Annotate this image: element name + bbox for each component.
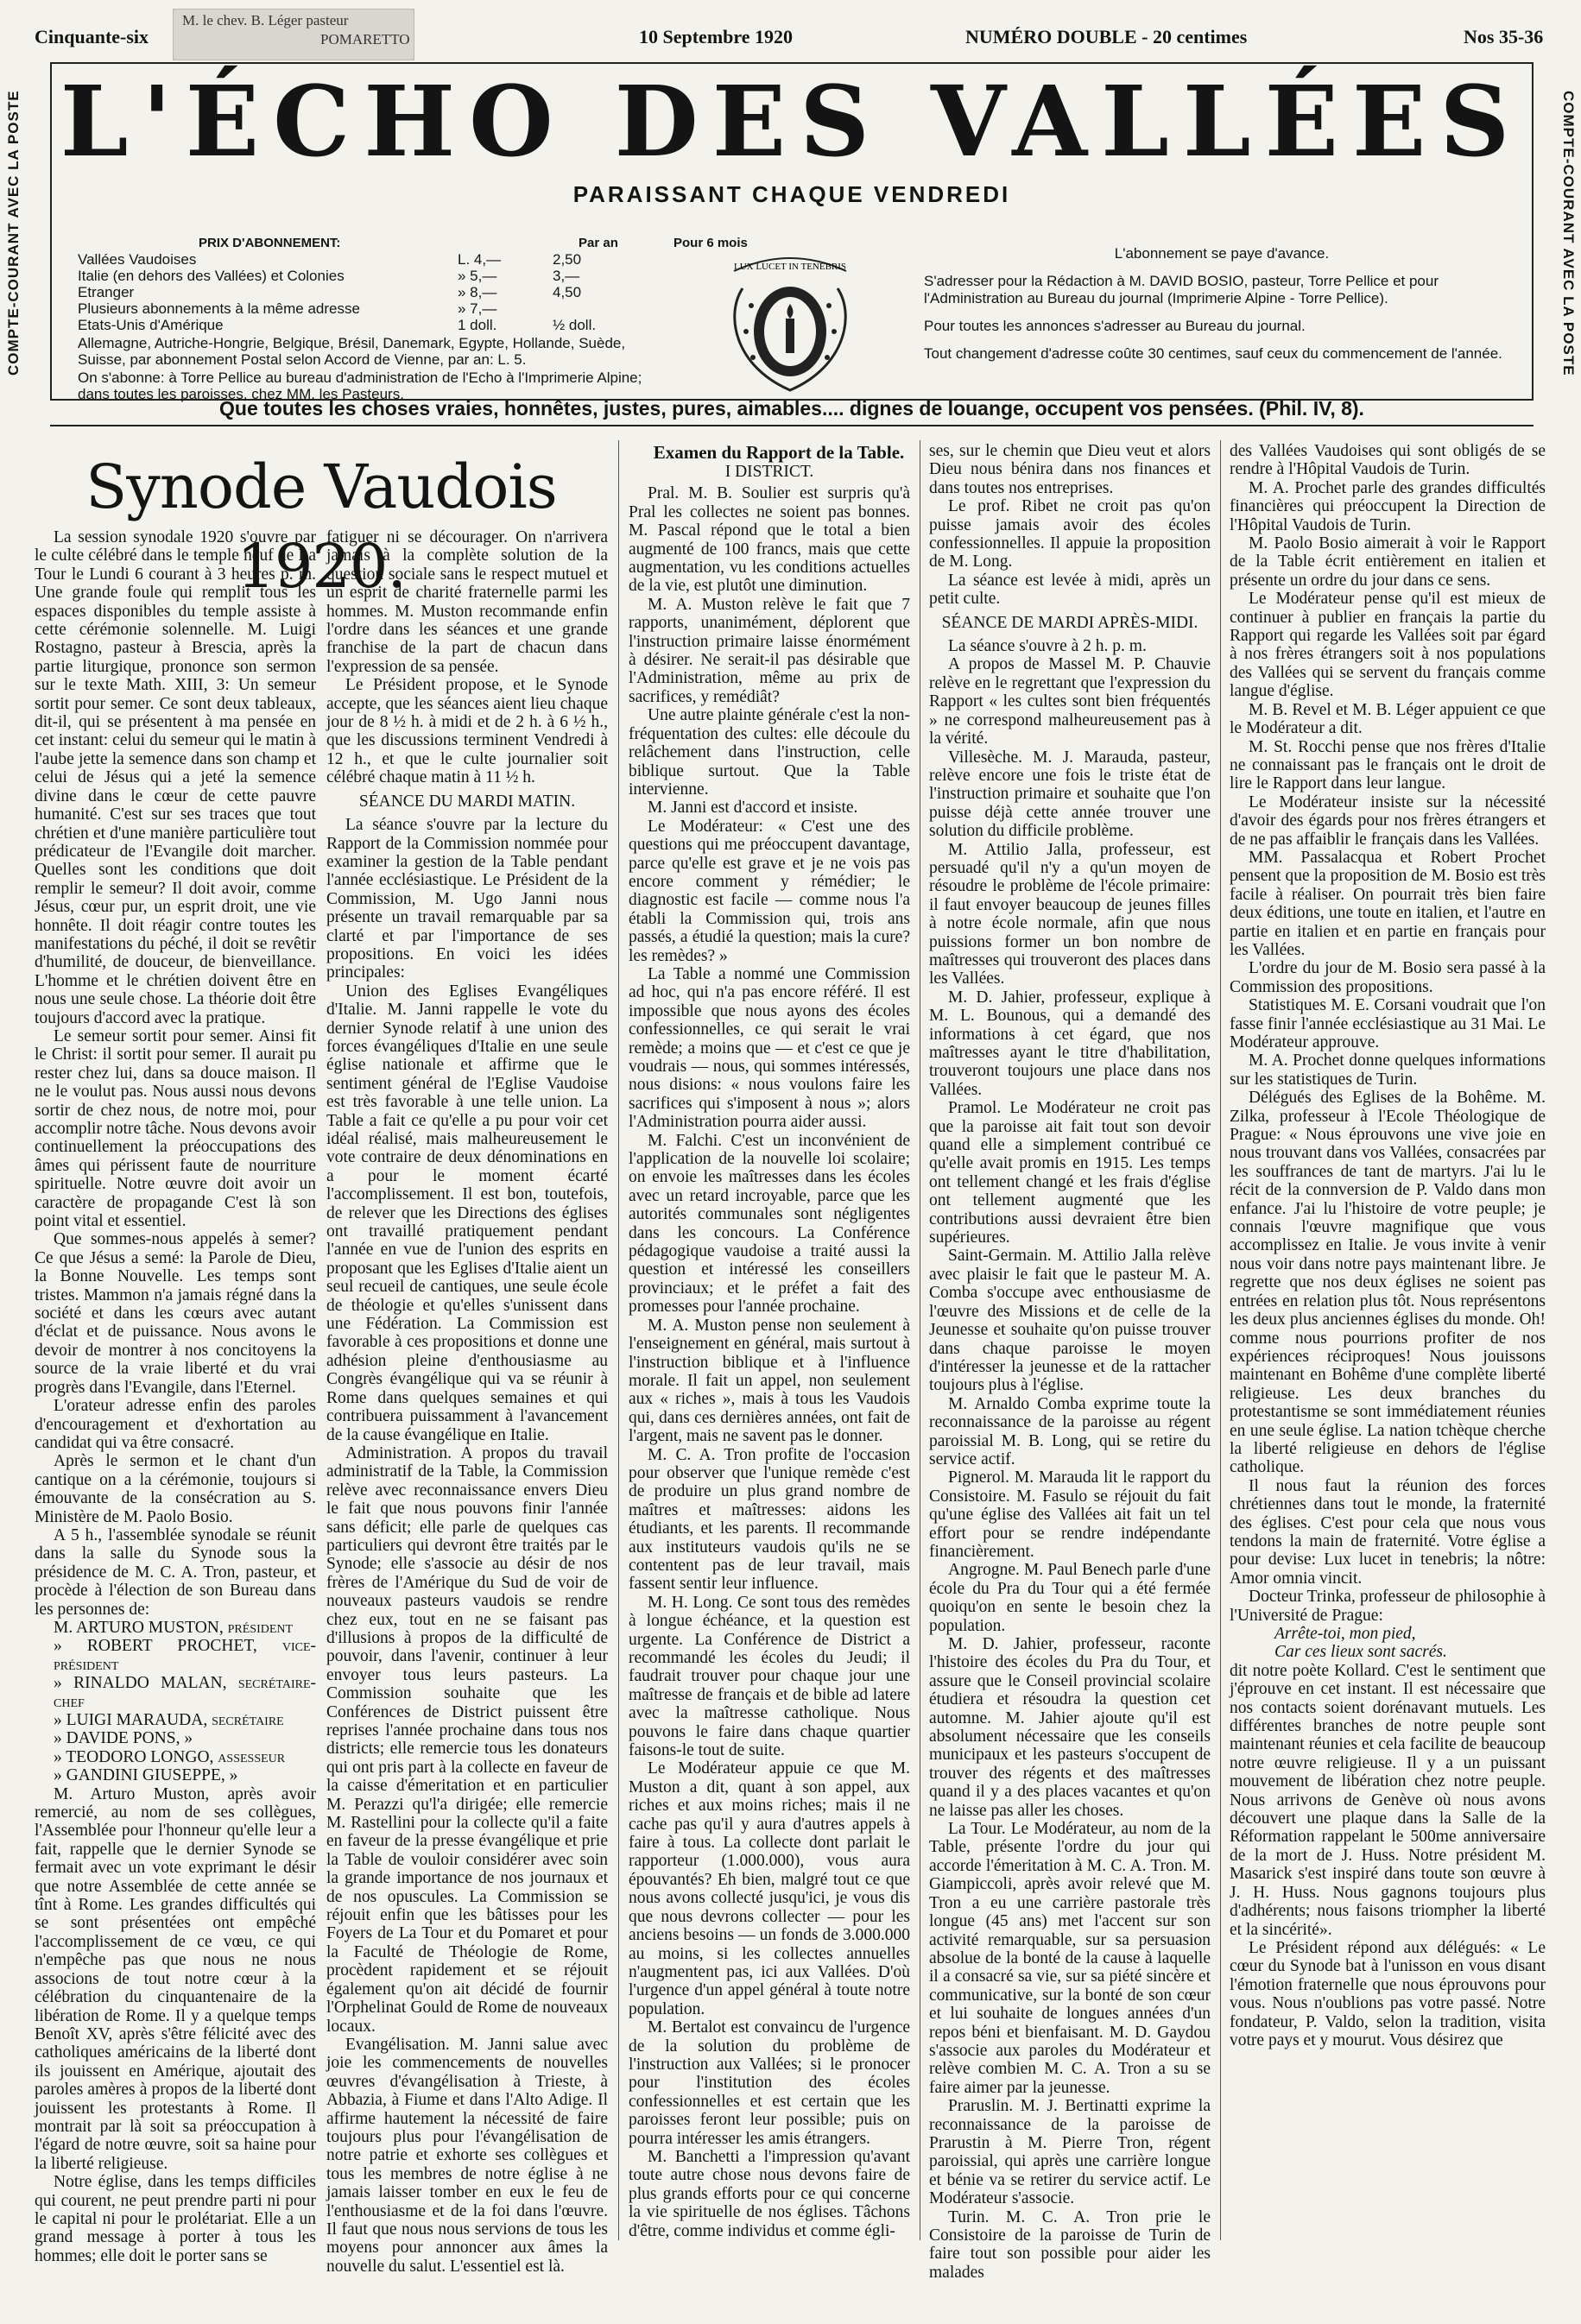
paragraph: La séance est levée à midi, après un petit culte. [929,571,1211,609]
list-item: » GANDINI GIUSEPPE, » [54,1766,238,1785]
paragraph: M. Bertalot est convaincu de l'urgence de la solution du problème de l'instruction aux Vallées; si le pronocer pour l'institution des écoles confessionnelles et est certain que les paroisses feront leur possible; puis on pourra intéresser les amis étrangers. [629,2018,910,2148]
paragraph: Villesèche. M. J. Marauda, pasteur, relève encore une fois le triste état de l'instruction primaire et souhaite que l'on puisse déjà cette année trouver une solution du difficile problème. [929,748,1211,841]
issue-edition: NUMÉRO DOUBLE - 20 centimes [965,26,1248,47]
side-text-right: COMPTE-COURANT AVEC LA POSTE [1560,90,1577,376]
column-rule [618,440,619,2240]
prices-header-row [78,235,748,251]
address-sticker [173,9,414,60]
list-item: M. ARTURO MUSTON, président [54,1618,294,1637]
price-row: Etranger » 8,— 4,50 [78,284,582,300]
paragraph: M. Falchi. C'est un inconvénient de l'application de la nouvelle loi scolaire; on envoie les maîtresses dans les écoles avec un retard incroyable, parce que les autorités communales sont négligentes dans les concours. La Conférence pédagogique vaudoise a traité aussi la question et intéressé les conseillers provinciaux; et le préfet a fait des promesses pour l'année prochaine. [629,1131,910,1317]
paragraph: M. D. Jahier, professeur, explique à M. L. Bounous, qui a demandé des informations à cet égard, que nos maîtresses ayant le titre d'habilitation, trouveront toujours une place dans nos Vallées. [929,988,1211,1099]
paragraph: M. Janni est d'accord et insiste. [648,799,858,818]
paragraph: Notre église, dans les temps difficiles qui courent, ne peut prendre parti ni pour le capital ni pour le prolétariat. Elle a un grand message à porter à tous les hommes; elle doit le porter sans se [35,2173,316,2265]
paragraph: Pignerol. M. Marauda lit le rapport du Consistoire. M. Fasulo se réjouit du fait qu'une église des Vallées ait fait un tel effort pour se rendre indépendante financièrement. [929,1468,1211,1561]
paragraph: M. D. Jahier, professeur, raconte l'histoire des écoles du Pra du Tour, et assure que le Conseil provincial scolaire étudiera et résoudra la question cet automne. M. Jahier ajoute qu'il est absolument nécessaire que les conseils municipaux et les pasteurs s'occupent de trouver des régents et des maîtresses quand il y a des places vacantes et qu'on ne laisse pas aller les choses. [929,1635,1211,1820]
sticker-line-1: M. le chev. B. Léger pasteur [182,12,349,28]
motto: Que toutes les choses vraies, honnêtes, justes, pures, aimables.... dignes de louange, occupent vos pensées. (Phil. IV, 8). [50,394,1534,426]
paragraph: M. Arnaldo Comba exprime toute la reconnaissance de la paroisse au régent paroissial M. B. Long, qui se retire du service actif. [929,1394,1211,1468]
paragraph: Le prof. Ribet ne croit pas qu'on puisse jamais avoir des écoles confessionnelles. Il appuie la proposition de M. Long. [929,497,1211,572]
paragraph: des Vallées Vaudoises qui sont obligés de se rendre à l'Hôpital Vaudois de Turin. [1230,442,1546,479]
paragraph: Le Modérateur appuie ce que M. Muston a dit, quant à son appel, aux riches et aux moins riches; mais il ne cache pas qu'il y aura d'autres appels à faire à tous. La collecte dont parlait le rapporteur (1.000.000), vous aura épouvantés? Eh bien, malgré tout ce que nous avons collecté jusqu'ici, je vous dis que nous devrons collecter — pour les anciens besoins — un fonds de 3.000.000 au moins, si les collectes annuelles n'augmentent pas, ici aux Vallées. D'où l'urgence d'un appel général à toute notre population. [629,1759,910,2018]
paragraph: Turin. M. C. A. Tron prie le Consistoire de la paroisse de Turin de faire tout son possible pour aider les malades [929,2207,1211,2282]
paragraph: fatiguer ni se décourager. On n'arrivera jamais à la complète solution de la question sociale sans le respect mutuel et un esprit de charité fraternelle parmi les hommes. M. Muston recommande enfin l'ordre dans les séances et une grande franchise de la part de chacun dans l'expression de sa pensée. [326,528,608,676]
paragraph: Le semeur sortit pour semer. Ainsi fit le Christ: il sortit pour semer. Il aurait pu rester chez lui, dans sa douce maison. Il ne le voulut pas. Nous aussi nous devons sortir de chez nous, de notre moi, pour accomplir notre tâche. Nous devons avoir continuellement la préoccupations des âmes qui périssent faute de nourriture spirituelle. Notre œuvre doit avoir un caractère de propagande C'est là son point vital et essentiel. [35,1026,316,1231]
paragraph: Statistiques M. E. Corsani voudrait que l'on fasse finir l'année ecclésiastique au 31 Mai. Le Modérateur approuve. [1230,996,1546,1051]
issue-series: Cinquante-six [35,26,149,47]
sticker-line-2: POMARETTO [320,31,410,47]
price-row: Plusieurs abonnements à la même adresse » 7,— [78,300,497,317]
issue-number: Nos 35-36 [1464,26,1544,47]
issue-date: 10 Septembre 1920 [639,26,794,47]
paragraph: Le Modérateur insiste sur la nécessité d'avoir des égards pour nos frères étrangers et de ne pas affaiblir le français dans les Vallées. [1230,793,1546,849]
column-5 [1230,442,1546,2238]
prices-col-year: Par an [579,236,618,250]
section-subheading: I DISTRICT. [724,463,814,481]
paragraph: Il nous faut la réunion des forces chrétiennes dans tout le monde, la fraternité des églises. C'est pour cela que nous vous tendons la main de fraternité. Votre église a pour devise: Lux lucet in tenebris; la nôtre: Amor omnia vincit. [1230,1476,1546,1588]
side-text-left: COMPTE-COURANT AVEC LA POSTE [5,90,22,376]
price-row: Italie (en dehors des Vallées) et Colonies » 5,— 3,— [78,268,580,284]
list-item: » TEODORO LONGO, assesseur [54,1747,286,1766]
paragraph: Que sommes-nous appelés à semer? Ce que Jésus a semé: la Parole de Dieu, la Bonne Nouvelle. Les temps sont tristes. Mammon n'a jamais régné dans la société et dans les cœurs avec autant d'éclat et de puissance. Nous avons le devoir de montrer à nos concitoyens la source de la vraie liberté et du vrai progrès dans l'Evangile, dans l'Eternel. [35,1230,316,1397]
paragraph: La séance s'ouvre par la lecture du Rapport de la Commission nommée pour examiner la gestion de la Table pendant l'année ecclésiastique. Le Président de la Commission, M. Ugo Janni nous présente un travail remarquable par sa clarté et par l'importance de ses propositions. En voici les idées principales: [326,816,608,982]
admin-payment: L'abonnement se paye d'avance. [1114,245,1330,262]
paragraph: M. Paolo Bosio aimerait à voir le Rapport de la Table écrit entièrement en italien et présente un ordre du jour dans ce sens. [1230,534,1546,590]
price-row: Etats-Unis d'Amérique 1 doll. ½ doll. [78,317,597,333]
column-2 [326,528,608,2324]
section-heading: Examen du Rapport de la Table. [653,442,905,463]
paragraph: Délégués des Eglises de la Bohême. M. Zilka, professeur à l'Ecole Théologique de Prague: « Nous éprouvons une vive joie en nous trouvant dans vos Vallées, consacrées par les souffrances de tant de martyrs. J'ai lu le récit de la connversion de P. Valdo dans mon enfance. J'ai lu l'histoire de votre peuple; je connais l'œuvre magnifique que vous accomplissez en Italie. Je vous invite à venir nous voir dans notre pays maintenant libre. Je regrette que nos deux églises ne soient pas entrées en relation plus tôt. Nous représentons les deux plus anciennes églises du monde. Oh! comme nous pourrions profiter de nos expériences réciproques! Nous jouissons maintenant en Bohême d'une complète liberté religieuse. Les deux branches du protestantisme se sont immédiatement réunies en une seule église. La nation tchèque cherche la liberté religieuse en dehors de l'église catholique. [1230,1089,1546,1477]
masthead [50,62,1534,401]
price-row: Vallées Vaudoises L. 4,— 2,50 [78,251,582,268]
paragraph: La séance s'ouvre à 2 h. p. m. [948,637,1147,656]
newspaper-title: L'ÉCHO DES VALLÉES [60,66,1524,179]
paragraph: Docteur Trinka, professeur de philosophie à l'Université de Prague: [1230,1588,1546,1625]
poem-line: Arrête-toi, mon pied, [1274,1625,1416,1643]
paragraph: Le Président répond aux délégués: « Le cœur du Synode bat à l'unisson en vous disant l'émotion fraternelle que nous éprouvons pour vous. Nous n'oublions pas votre passé. Notre fondateur, P. Valdo, selon la tradition, visita votre pays et y mourut. Vous désirez que [1230,1938,1546,2049]
subscription-prices [78,235,748,402]
paragraph: Pramol. Le Modérateur ne croit pas que la paroisse ait fait tout son devoir quand elle a simplement contribué ce qu'elle avait promis en 1915. Les temps ont tellement changé et les frais d'église ont tellement augmenté que les contributions aussi devraient être bien supérieures. [929,1099,1211,1247]
list-item: » RINALDO MALAN, secrétaire-chef [54,1674,316,1711]
paragraph: Evangélisation. M. Janni salue avec joie les commencements de nouvelles œuvres d'évangélisation à Trieste, à Abbazia, à Fiume et dans l'Alto Adige. Il affirme hautement la nécessité de faire toujours plus pour l'évangélisation de notre patrie et exhorte ses collègues et tous les membres de notre église à ne jamais laisser tomber en eux le feu de l'enthousiasme et de la foi dans l'œuvre. Il faut que nous nous servions de tous les moyens pour annoncer aux âmes la nouvelle du salut. L'essentiel est là. [326,2035,608,2276]
paragraph: M. C. A. Tron profite de l'occasion pour observer que l'unique remède c'est de produire un plus grand nombre de maîtres et maîtresses: aidons les étudiants, et les parents. Il recommande aux instituteurs vaudois qu'ils ne se contentent pas de leur travail, mais fassent sentir leur influence. [629,1445,910,1594]
paragraph: Praruslin. M. J. Bertinatti exprime la reconnaissance de la paroisse de Prarustin à M. Pierre Tron, régent paroissial, qui après une carrière longue et bénie va se retirer du service actif. Le Modérateur s'associe. [929,2097,1211,2208]
candle-emblem-icon [717,237,863,396]
paragraph: M. Arturo Muston, après avoir remercié, au nom de ses collègues, l'Assemblée pour l'honneur qu'elle leur a fait, rappelle que le dernier Synode se fermait avec un vote exprimant le désir que notre Assemblée de cette année se tînt à Rome. Les grandes difficultés qui se sont présentées ont empêché l'accomplissement de ce vœu, ce qui n'empêche pas que nous ne nous associons de tout notre cœur à la célébration du cinquantenaire de la libération de Rome. Il y a quelque temps Benoît XV, après s'être félicité avec des catholiques américains de la liberté dont ils jouissent en Amérique, ajoutait des paroles amères à propos de la liberté dont jouissent les protestants à Rome. Il montrait par là soit sa préoccupation à l'égard de notre œuvre, soit sa haine pour la liberté religieuse. [35,1784,316,2173]
paragraph: La Table a nommé une Commission ad hoc, qui n'a pas encore référé. Il est impossible que nous ayons des écoles confessionnelles, ce qui serait le vrai remède; a moins que — et c'est ce que je voudrais — nous, qui sommes intéressés, nous disions: « nous voulons faire les sacrifices qui s'imposent à nous »; alors l'Administration pourra aider aussi. [629,964,910,1132]
paragraph: M. Banchetti a l'impression qu'avant toute autre chose nous devons faire de plus grands efforts pour ce qui concerne la vie spirituelle de nos églises. Tâchons d'être, comme individus et comme égli- [629,2147,910,2240]
bureau-list [35,1619,316,1785]
paragraph: Union des Eglises Evangéliques d'Italie. M. Janni rappelle le vote du dernier Synode relatif à une union des forces évangéliques d'Italie en une seule église nationale et affirme que le sentiment général de l'Eglise Vaudoise est très favorable à une telle union. La Table a fait ce qu'elle a pu pour voir cet idéal réalisé, mais malheureusement le vote contraire de deux dénominations en a pour le moment écarté l'accomplissement. Il est bon, toutefois, de relever que les Directions des églises ont travaillé pratiquement pendant l'année en vue de l'union des esprits en proposant que les Eglises d'Italie aient un seul recueil de cantiques, une seule école de théologie et qu'elles s'unissent dans une Fédération. La Commission est favorable à ces propositions et donne une adhésion pleine d'enthousiasme au Congrès évangélique qui va se réunir à Rome dans quelques semaines et qui contribuera puissamment à l'avancement de la cause évangélique en Italie. [326,982,608,1444]
newspaper-subtitle: PARAISSANT CHAQUE VENDREDI [572,181,1011,207]
paragraph: Le Président propose, et le Synode accepte, que les séances aient lieu chaque jour de 8 ½ h. à midi et de 2 h. à 6 ½ h., que les discussions terminent Vendredi à 12 h., et que le culte journalier soit célébré chaque matin à 11 ½ h. [326,676,608,787]
paragraph: dit notre poète Kollard. C'est le sentiment que j'éprouve en cet instant. Il est nécessaire que nos contacts soient dorénavant mutuels. Les différentes branches de notre peuple sont maintenant réunies et cela facilite de beaucoup notre œuvre religieuse. Il y a un puissant mouvement de libération chez notre peuple. Nous arrivons de Genève où nous avons découvert une plaque dans la Salle de la Réformation rappelant le 500me anniversaire de la mort de J. Huss. Notre président M. Masarick s'est inspiré dans toute son œuvre à J. H. Huss. Nous gagnons toujours plus d'adhérents; nous faisons triompher la liberté et la sincérité». [1230,1661,1546,1939]
paragraph: M. H. Long. Ce sont tous des remèdes à longue échéance, et la question est urgente. La Conférence de District a recommandé les écoles du Jeudi; il faudrait trouver pour chaque jour une maîtresse de français et de bible ad latere avec la maîtresse catholique. Nous pouvons le faire dans chaque quartier faisons-le tout de suite. [629,1593,910,1760]
paragraph: La session synodale 1920 s'ouvre par le culte célébré dans le temple neuf de La Tour le Lundi 6 courant à 3 heures p. m. Une grande foule qui remplit tous les espaces disponibles du temple assiste à cette cérémonie solennelle. M. Luigi Rostagno, pasteur à Brescia, après la partie liturgique, prononce son sermon sur le texte Math. XIII, 3: Un semeur sortit pour semer. Ce sont deux tableaux, dit-il, qui se présentent à ma pensée en cet instant: celui du semeur qui le matin à l'aube jette la semence dans son champ et celui de Jésus qui a jeté la semence divine dans le cœur de cette pauvre humanité. C'est sur ses traces que tout chrétien et d'une manière particulière tout prédicateur de l'Evangile doit marcher. Quelles sont les conditions que doit remplir le semeur? Il doit avoir, comme Jésus, cœur pur, un esprit droit, une vie honnête. Il doit réagir contre toutes les manifestations du péché, il doit se revêtir d'humilité, de douceur, de bienveillance. L'homme et le chrétien doivent être en nous une seule chose. La théorie doit être toujours d'accord avec la pratique. [35,528,316,1027]
section-heading: SÉANCE DE MARDI APRÈS-MIDI. [941,613,1198,632]
column-4 [929,442,1211,2282]
paragraph: M. A. Prochet donne quelques informations sur les statistiques de Turin. [1230,1051,1546,1089]
poem-line: Car ces lieux sont sacrés. [1274,1643,1447,1662]
list-item: » ROBERT PROCHET, vice-président [54,1637,316,1674]
admin-address: S'adresser pour la Rédaction à M. DAVID BOSIO, pasteur, Torre Pellice et pour l'Administration au Bureau du journal (Imprimerie Alpine - Torre Pellice). [924,273,1439,306]
article-headline: Synode Vaudois 1920. [85,452,557,602]
prices-header: PRIX D'ABONNEMENT: [199,236,341,250]
paragraph: A 5 h., l'assemblée synodale se réunit dans la salle du Synode sous la présidence de M. C. A. Tron, pasteur, et procède à l'élection de son Bureau dans les personnes de: [35,1525,316,1619]
paragraph: Pral. M. B. Soulier est surpris qu'à Pral les collectes ne soient pas bonnes. M. Pascal répond que le total a bien augmenté de 100 francs, mais que cette augmentation, vu les conditions actuelles de la vie, est plutôt une diminution. [629,484,910,596]
paragraph: Après le sermon et le chant d'un cantique on a la cérémonie, toujours si émouvante de la consécration au S. Ministère de M. Paolo Bosio. [35,1452,316,1526]
column-rule [1220,440,1221,2240]
admin-change: Tout changement d'adresse coûte 30 centimes, sauf ceux du commencement de l'année. [924,345,1502,362]
admin-ads: Pour toutes les annonces s'adresser au Bureau du journal. [924,318,1306,334]
paragraph: M. St. Rocchi pense que nos frères d'Italie ne connaissant pas le français ont le droit de lire le Rapport dans leur langue. [1230,737,1546,793]
column-3 [629,442,910,2238]
section-heading: SÉANCE DU MARDI MATIN. [358,792,576,811]
paragraph: M. A. Prochet parle des grandes difficultés financières qui préoccupent la Direction de l'Hôpital Vaudois de Turin. [1230,478,1546,534]
paragraph: Saint-Germain. M. Attilio Jalla relève avec plaisir le fait que le pasteur M. A. Comba s'occupe avec enthousiasme de l'œuvre des Missions et de celle de la Jeunesse et souhaite qu'on puisse trouver dans chaque paroisse le moyen d'intéresser la jeunesse et de la rattacher toujours plus à l'église. [929,1247,1211,1395]
paragraph: A propos de Massel M. P. Chauvie relève en le regrettant que l'expression du Rapport « les cultes sont bien fréquentés » ne correspond malheureusement pas à la vérité. [929,655,1211,748]
paragraph: M. A. Muston pense non seulement à l'enseignement en général, mais surtout à l'instruction biblique et à l'influence morale. Il fait un appel, non seulement aux « riches », mais à tous les Vaudois qui, dans ces dernières années, ont fait de l'argent, mais ne savent pas le donner. [629,1316,910,1446]
paragraph: Une autre plainte générale c'est la non-fréquentation des cultes: elle découle du relâchement dans l'instruction, celle biblique surtout. Que la Table intervienne. [629,706,910,799]
list-item: » LUIGI MARAUDA, secrétaire [54,1711,284,1729]
paragraph: Le Modérateur pense qu'il est mieux de continuer à publier en français la partie du Rapport qui regarde les Vallées soit par égard à nos frères étrangers soit à nos populations des Vallées qui se servent du français comme langue d'église. [1230,590,1546,701]
paragraph: MM. Passalacqua et Robert Prochet pensent que la proposition de M. Bosio est très facile à réaliser. On pourrait très bien faire deux éditions, une toute en italien, et l'autre en partie en italien et en partie en français pour les Vallées. [1230,848,1546,959]
paragraph: M. Attilio Jalla, professeur, est persuadé qu'il n'y a qu'un moyen de résoudre le problème de l'école primaire: il faut envoyer beaucoup de jeunes filles à notre école normale, afin que nous puissions former un bon nombre de maîtresses qui trouveront des places dans les Vallées. [929,840,1211,988]
prices-note-2: On s'abonne: à Torre Pellice au bureau d'administration de l'Echo à l'Imprimerie Alpine; dans toutes les paroisses, chez MM. les Pasteurs. [78,369,642,402]
prices-note-1: Allemagne, Autriche-Hongrie, Belgique, Brésil, Danemark, Egypte, Hollande, Suède, Suisse, par abonnement Postal selon Accord de Vienne, par an: L. 5. [78,335,626,368]
emblem-motto: LUX LUCET IN TENEBRIS [733,262,847,272]
column-1 [35,528,316,2324]
administration-info [924,245,1520,373]
paragraph: M. B. Revel et M. B. Léger appuient ce que le Modérateur a dit. [1230,700,1546,738]
list-item: » DAVIDE PONS, » [54,1729,193,1748]
paragraph: L'orateur adresse enfin des paroles d'encouragement et d'exhortation au candidat qui va être consacré. [35,1397,316,1452]
paragraph: Le Modérateur: « C'est une des questions qui me préoccupent davantage, parce qu'elle est grave et je ne vois pas encore comment y rémédier; le diagnostic est facile — comme nous l'a établi la Commission qui, trois ans passés, a étudié la question; mais la cure? les remèdes? » [629,817,910,965]
paragraph: L'ordre du jour de M. Bosio sera passé à la Commission des propositions. [1230,959,1546,996]
paragraph: La Tour. Le Modérateur, au nom de la Table, présente l'ordre du jour qui accorde l'émeritation à M. C. A. Tron. M. Giampiccoli, après avoir relevé que M. Tron a eu une carrière pastorale très longue (45 ans) met l'accent sur son activité remarquable, sur sa persuasion absolue de la bonté de la cause à laquelle il a consacré sa vie, sur sa piété sincère et communicative, sur la bonté de son cœur et lui souhaite de longues années d'un repos béni et bienfaisant. M. D. Gaydou s'associe aux paroles du Modérateur et relève combien M. C. A. Tron a su se faire aimer par la jeunesse. [929,1820,1211,2097]
paragraph: M. A. Muston relève le fait que 7 rapports, unanimément, déplorent que l'instruction primaire laisse énormément à désirer. Ne serait-il pas désirable que l'Administration, même au prix de sacrifices, y remédiât? [629,595,910,706]
prices-col-half: Pour 6 mois [674,236,748,250]
paragraph: Angrogne. M. Paul Benech parle d'une école du Pra du Tour qui a été fermée quoiqu'on en sente le besoin chez la population. [929,1561,1211,1635]
paragraph: Administration. A propos du travail administratif de la Table, la Commission relève avec reconnaissance envers Dieu le fait que nous pouvons finir l'année sans déficit; elle parle de quelques cas particuliers qui devront être traités par le Synode; elle s'associe au désir de nos frères de l'Amérique du Sud de voir de nouveaux pasteurs vaudois se rendre chez eux, tout en ne se faisant pas d'illusions à propos de la difficulté de pouvoir, dans l'avenir, continuer à leur envoyer tous leurs pasteurs. La Commission souhaite que les Conférences de District puissent être reprises l'année prochaine dans tous nos districts; elle remercie tous les donateurs qui ont pris part à la collecte en faveur de la caisse d'émeritation et en particulier M. Perazzi qu'l'a dirigée; elle remercie M. Rastellini pour la collecte qu'il a faite en faveur de la presse évangélique et prie la Table de vouloir considérer avec soin la grande importance de nos journaux et de nos opuscules. La Commission se réjouit enfin que les bâtisses pour les Foyers de La Tour et du Pomaret et pour la Faculté de Théologie de Rome, procèdent rapidement et se réjouit également qu'on ait décidé de fournir l'Orphelinat Gould de Rome de nouveaux locaux. [326,1443,608,2036]
paragraph: ses, sur le chemin que Dieu veut et alors Dieu nous bénira dans nos finances et dans toutes nos entreprises. [929,442,1211,497]
